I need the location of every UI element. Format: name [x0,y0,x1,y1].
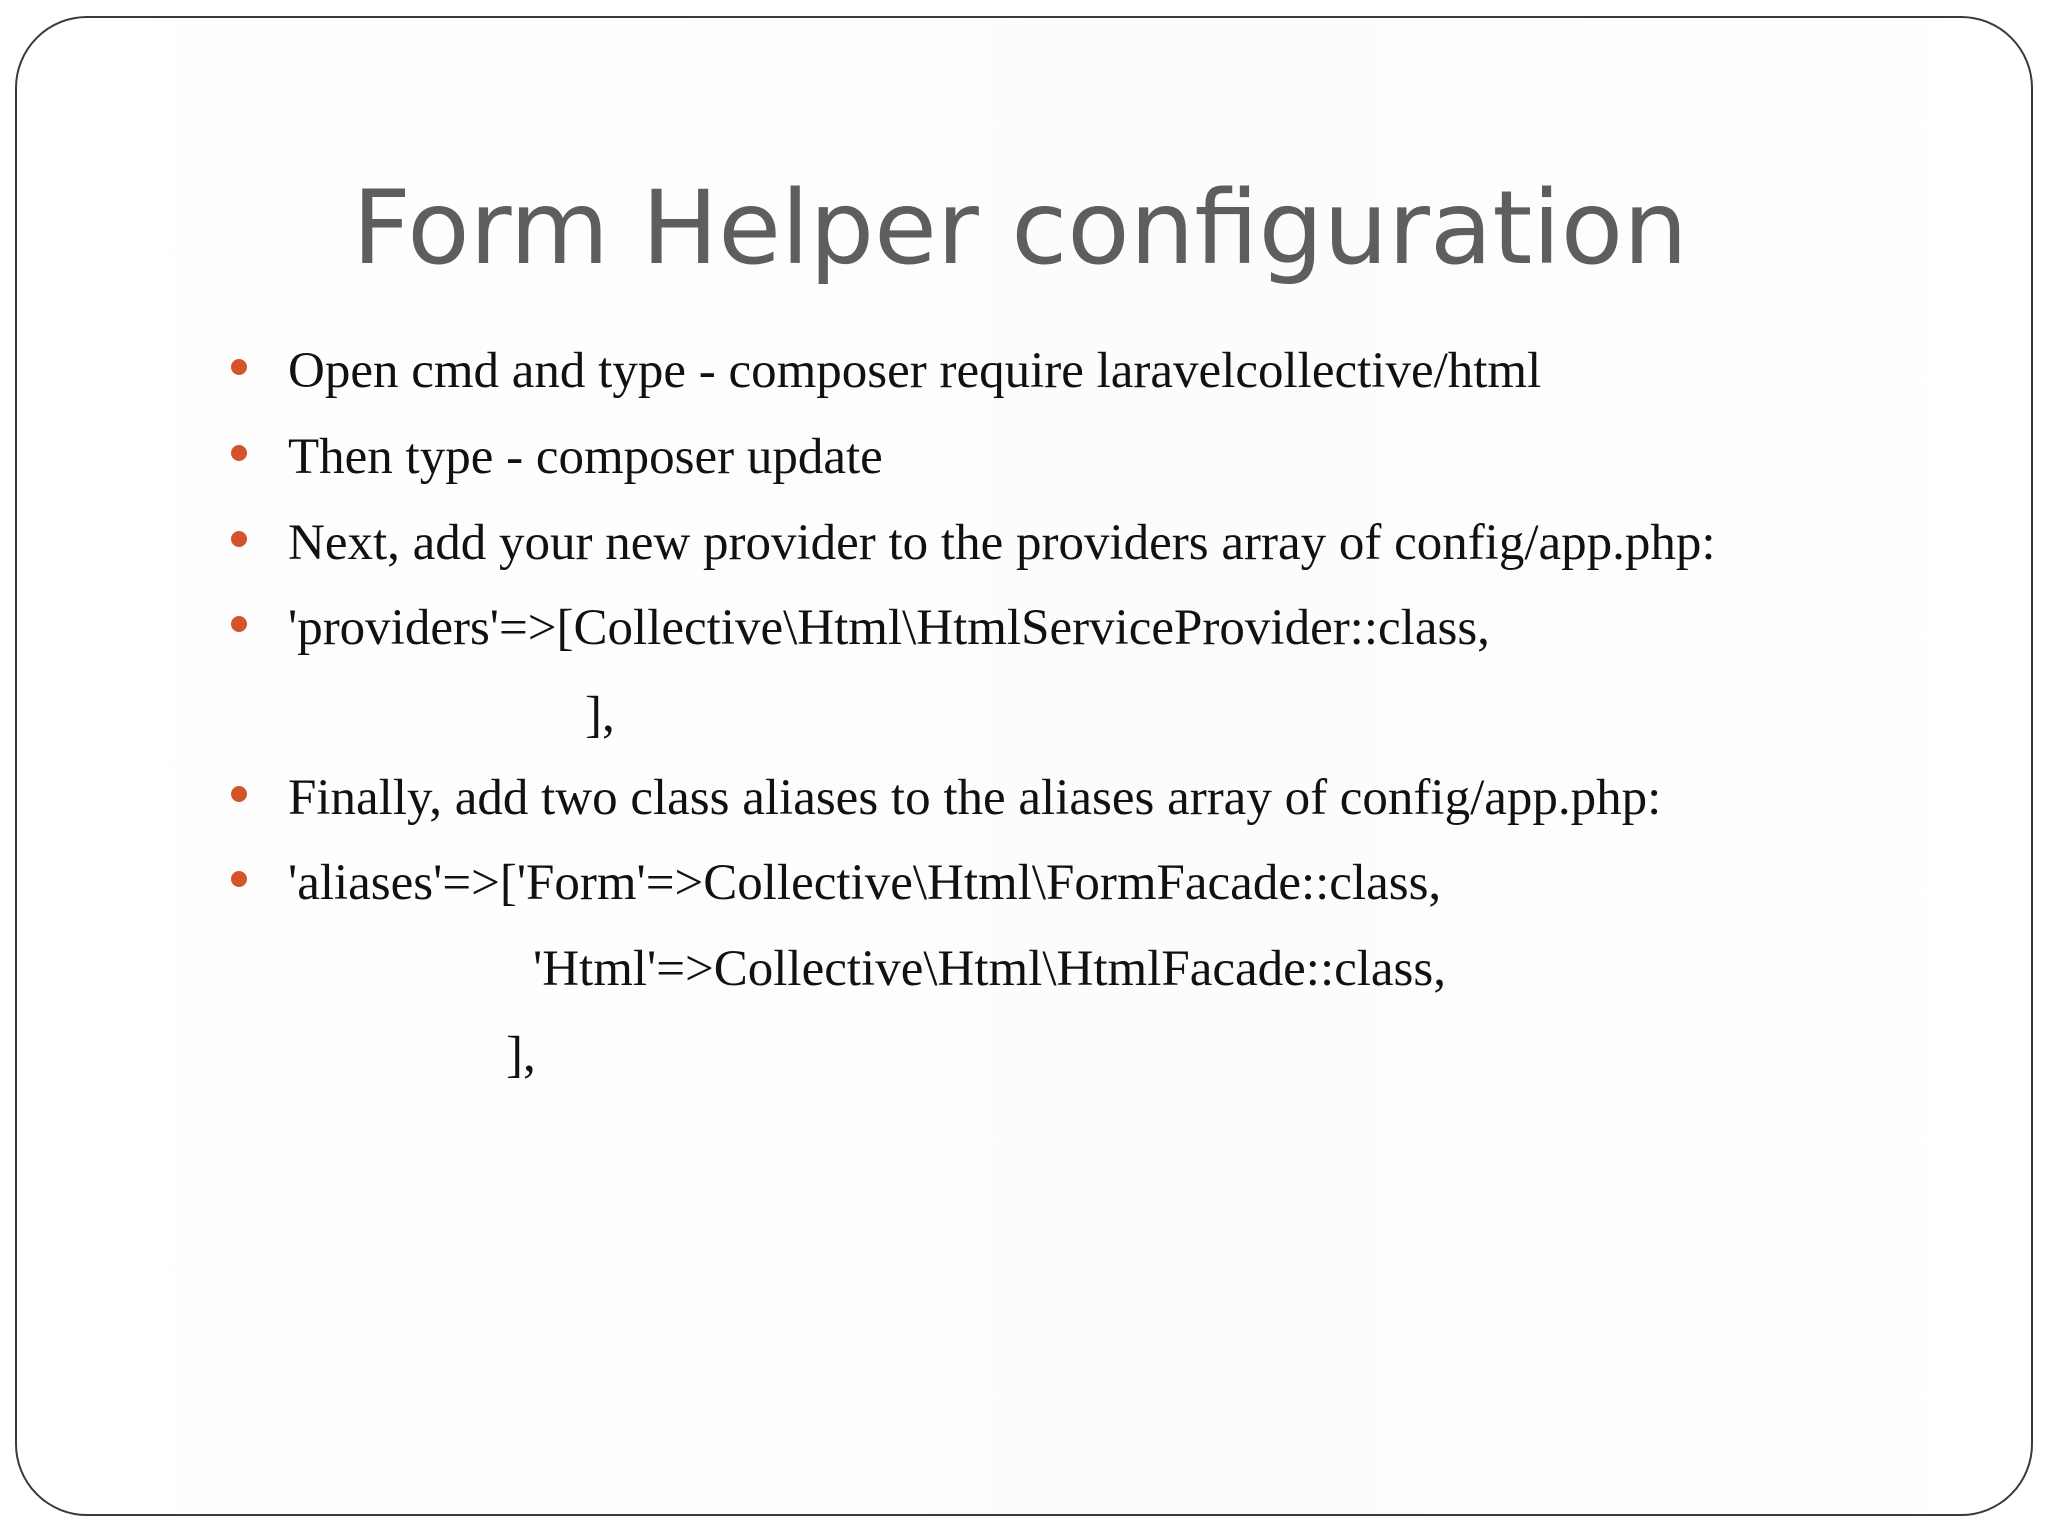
bullet-icon [231,786,247,802]
bullet-icon [231,359,247,375]
slide-title: Form Helper configuration [352,169,1688,288]
aliases-html-text: 'Html'=>Collective\Html\HtmlFacade::class, [533,941,1446,997]
bullet-text-3: Next, add your new provider to the providers array of config/app.php: [288,515,1716,571]
bullet-icon [231,871,247,887]
bullet-text-2: Then type - composer update [288,429,883,485]
bullet-text-5: Finally, add two class aliases to the aliases array of config/app.php: [288,770,1662,826]
bullet-text-1: Open cmd and type - composer require laravelcollective/html [288,343,1542,399]
bullet-icon [231,445,247,461]
aliases-close-text: ], [506,1027,536,1083]
providers-close-text: ], [585,687,615,743]
bullet-text-4: 'providers'=>[Collective\Html\HtmlServiceProvider::class, [288,600,1490,656]
bullet-icon [231,531,247,547]
bullet-icon [231,616,247,632]
bullet-text-6: 'aliases'=>['Form'=>Collective\Html\FormFacade::class, [288,855,1442,911]
